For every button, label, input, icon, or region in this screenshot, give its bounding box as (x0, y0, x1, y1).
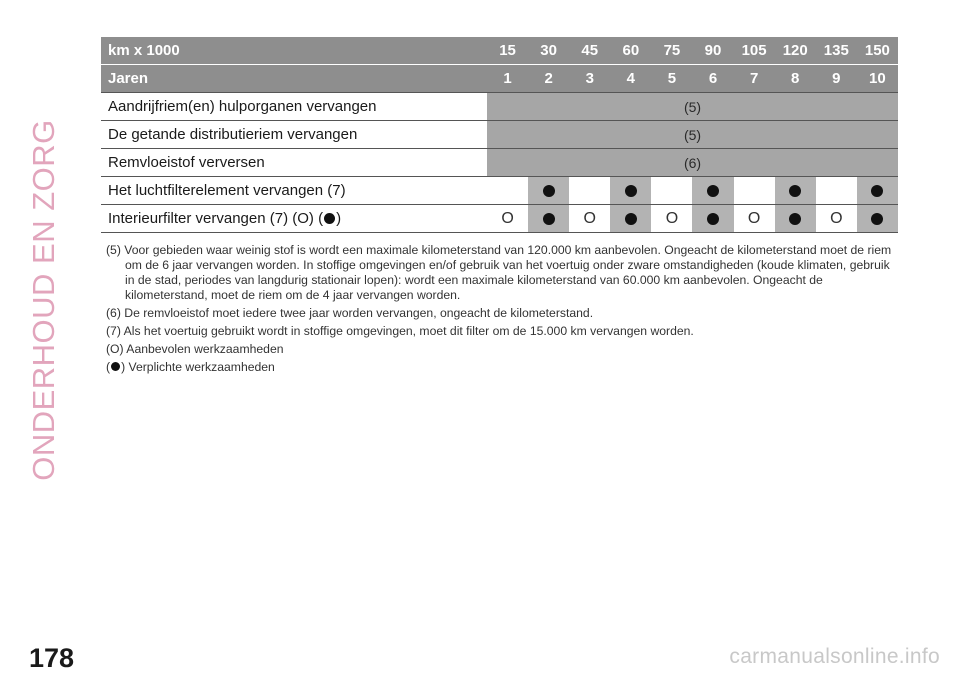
interval-cell (569, 205, 610, 232)
year-value: 8 (791, 70, 800, 87)
footnote-6: (6) De remvloeistof moet iedere twee jaar worden vervangen, ongeacht de kilometerstand. (106, 306, 594, 320)
interval-cell (610, 205, 651, 232)
recommended-ring-icon: O (665, 209, 679, 227)
mandatory-dot-icon (543, 185, 555, 197)
interval-cells (487, 177, 898, 204)
km-value: 75 (663, 42, 681, 59)
task-label: De getande distributieriem vervangen (108, 126, 358, 143)
interval-cell (857, 205, 898, 232)
interval-cell (734, 205, 775, 232)
mandatory-dot-icon (111, 362, 120, 371)
year-value: 4 (626, 70, 635, 87)
table-row (101, 205, 898, 233)
year-value: 5 (667, 70, 677, 87)
km-value: 120 (782, 42, 808, 59)
mandatory-dot-icon (625, 213, 637, 225)
mandatory-dot-icon (543, 213, 555, 225)
table-row (101, 177, 898, 205)
interval-cell (487, 177, 528, 204)
km-value: 15 (499, 42, 516, 59)
legend-mandatory-text: ) Verplichte werkzaamheden (121, 360, 275, 374)
task-label (101, 205, 487, 232)
watermark: carmanualsonline.info (729, 645, 940, 668)
task-label: Remvloeistof verversen (108, 154, 265, 171)
year-value: 6 (708, 70, 718, 87)
interval-cell (651, 177, 692, 204)
interval-cell (528, 205, 569, 232)
interval-cell (775, 177, 816, 204)
year-value: 7 (749, 70, 759, 87)
header-row-years (101, 65, 898, 93)
header-km-label: km x 1000 (108, 42, 180, 59)
year-value: 3 (585, 70, 594, 87)
recommended-ring-icon: O (583, 209, 596, 227)
interval-cell (692, 177, 733, 204)
year-value: 1 (503, 70, 512, 87)
footnote-band: (6) (487, 149, 898, 176)
km-value: 45 (581, 42, 599, 59)
footnotes (106, 243, 896, 378)
year-value: 2 (544, 70, 553, 87)
mandatory-dot-icon (871, 185, 883, 197)
footnote-7: (7) Als het voertuig gebruikt wordt in stoffige omgevingen, moet dit filter om de 15.000 km vervangen worden. (106, 324, 694, 338)
km-value: 90 (704, 42, 722, 59)
table-row (101, 121, 898, 149)
interval-cell (610, 177, 651, 204)
year-value: 10 (869, 70, 886, 87)
km-value: 150 (864, 42, 890, 59)
section-title: ONDERHOUD EN ZORG (26, 119, 61, 481)
task-label-suffix: ) (336, 210, 342, 227)
footnote-band: (5) (487, 121, 898, 148)
mandatory-dot-icon (789, 185, 801, 197)
km-value: 60 (622, 42, 640, 59)
recommended-ring-icon: O (501, 209, 514, 227)
interval-cell (734, 177, 775, 204)
task-label: Aandrijfriem(en) hulporganen vervangen (108, 98, 377, 115)
mandatory-dot-icon (324, 213, 335, 224)
interval-cell (528, 177, 569, 204)
table-row (101, 93, 898, 121)
mandatory-dot-icon (789, 213, 801, 225)
km-value: 135 (823, 42, 849, 59)
interval-cell (569, 177, 610, 204)
table-row (101, 149, 898, 177)
task-label-text: Interieurfilter vervangen (7) (O) ( (108, 210, 324, 227)
km-value: 30 (540, 42, 557, 59)
mandatory-dot-icon (625, 185, 637, 197)
header-row-km (101, 37, 898, 65)
legend-mandatory-prefix: ( (106, 360, 111, 374)
interval-cell (651, 205, 692, 232)
interval-cells (487, 205, 898, 232)
year-value: 9 (832, 70, 841, 87)
legend-recommended: (O) Aanbevolen werkzaamheden (106, 342, 284, 356)
legend-mandatory (106, 360, 896, 375)
interval-cell (692, 205, 733, 232)
interval-cell (857, 177, 898, 204)
recommended-ring-icon: O (830, 209, 843, 227)
interval-cell (487, 205, 528, 232)
interval-cell (816, 205, 857, 232)
mandatory-dot-icon (871, 213, 883, 225)
maintenance-table (101, 37, 898, 233)
page-number: 178 (29, 643, 75, 673)
header-years-label: Jaren (108, 70, 149, 87)
task-label: Het luchtfilterelement vervangen (7) (108, 182, 346, 199)
interval-cell (775, 205, 816, 232)
footnote-band: (5) (487, 93, 898, 120)
interval-cell (816, 177, 857, 204)
footnote-5: (5) Voor gebieden waar weinig stof is wordt een maximale kilometerstand van 120.000 km aanbevolen. Ongeacht de kilometerstand moet de riem om de 6 jaar vervangen worden. In stoffige omgevingen en/of gebruik van het voertuig onder zware omstandigheden (koude klimaten, gebruik in de stad, periodes van langdurig stationair lopen): wordt een maximale kilometerstand van 60.000 km aanbevolen. Ongeacht de kilometerstand, moet de riem om de 4 jaar vervangen worden. (106, 243, 892, 302)
mandatory-dot-icon (707, 213, 719, 225)
km-value: 105 (741, 42, 767, 59)
mandatory-dot-icon (707, 185, 719, 197)
recommended-ring-icon: O (747, 209, 761, 227)
